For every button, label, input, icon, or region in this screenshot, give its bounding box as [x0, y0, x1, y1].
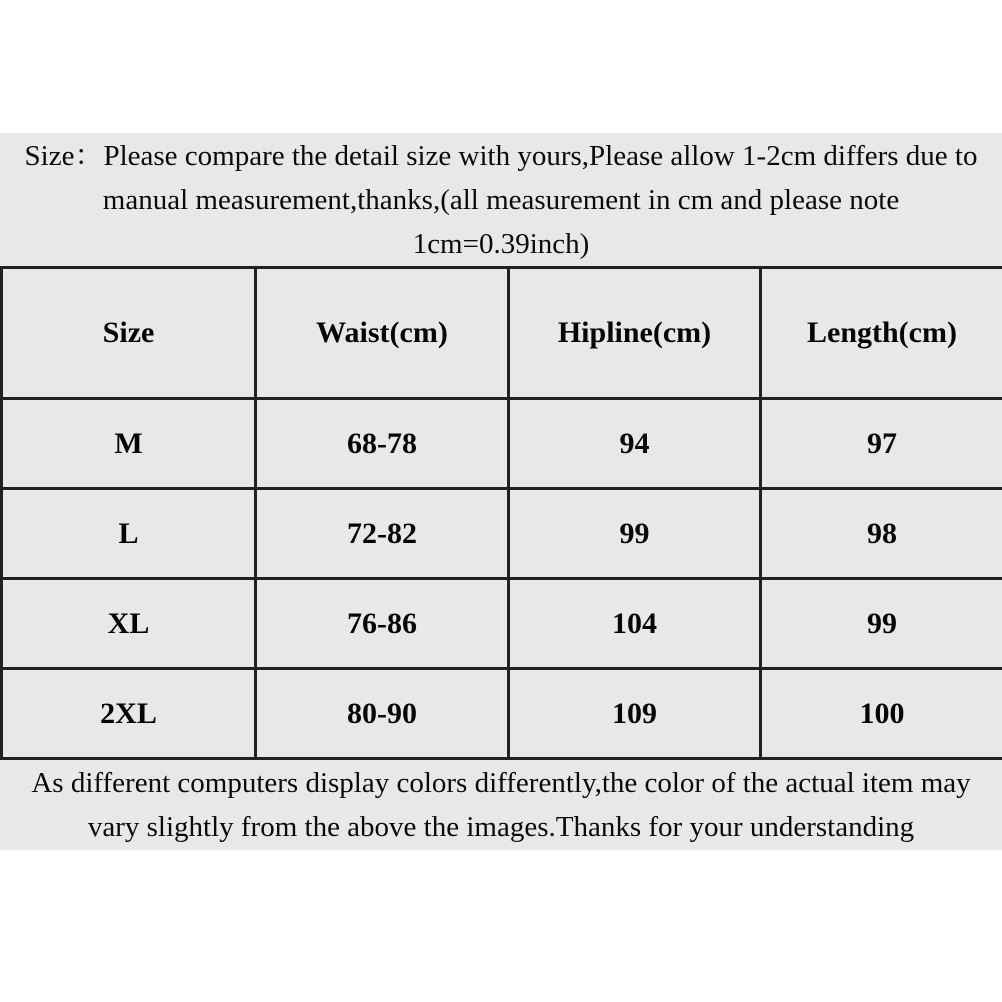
- measurement-note-line-1: Size：Please compare the detail size with yours,Please allow 1-2cm differs due to: [24, 139, 978, 172]
- size-label-cell: 2XL: [2, 669, 256, 759]
- size-table: [0, 266, 1002, 760]
- table-row: [2, 489, 1002, 579]
- column-header: Size: [2, 268, 256, 399]
- size-label-cell: L: [2, 489, 256, 579]
- measurement-cell: 94: [509, 399, 761, 489]
- measurement-note: [0, 133, 1002, 266]
- measurement-cell: 109: [509, 669, 761, 759]
- measurement-cell: 68-78: [256, 399, 509, 489]
- color-disclaimer-line-2: vary slightly from the above the images.Thanks for your understanding: [87, 811, 915, 843]
- color-disclaimer-line-1: As different computers display colors differently,the color of the actual item may: [31, 767, 971, 799]
- size-table-body: [2, 399, 1002, 759]
- measurement-cell: 76-86: [256, 579, 509, 669]
- size-chart-content: [0, 133, 1002, 850]
- measurement-cell: 72-82: [256, 489, 509, 579]
- size-table-header-row: [2, 268, 1002, 399]
- measurement-note-line-2: manual measurement,thanks,(all measurement in cm and please note: [102, 183, 900, 216]
- measurement-cell: 104: [509, 579, 761, 669]
- measurement-cell: 98: [761, 489, 1002, 579]
- color-disclaimer-note: [0, 760, 1002, 850]
- table-row: [2, 669, 1002, 759]
- measurement-cell: 100: [761, 669, 1002, 759]
- column-header: Hipline(cm): [509, 268, 761, 399]
- measurement-cell: 80-90: [256, 669, 509, 759]
- size-table-head: [2, 268, 1002, 399]
- measurement-cell: 97: [761, 399, 1002, 489]
- size-label-cell: M: [2, 399, 256, 489]
- table-row: [2, 579, 1002, 669]
- column-header: Waist(cm): [256, 268, 509, 399]
- measurement-cell: 99: [509, 489, 761, 579]
- column-header: Length(cm): [761, 268, 1002, 399]
- size-label-cell: XL: [2, 579, 256, 669]
- measurement-note-line-3: 1cm=0.39inch): [412, 227, 590, 260]
- measurement-cell: 99: [761, 579, 1002, 669]
- table-row: [2, 399, 1002, 489]
